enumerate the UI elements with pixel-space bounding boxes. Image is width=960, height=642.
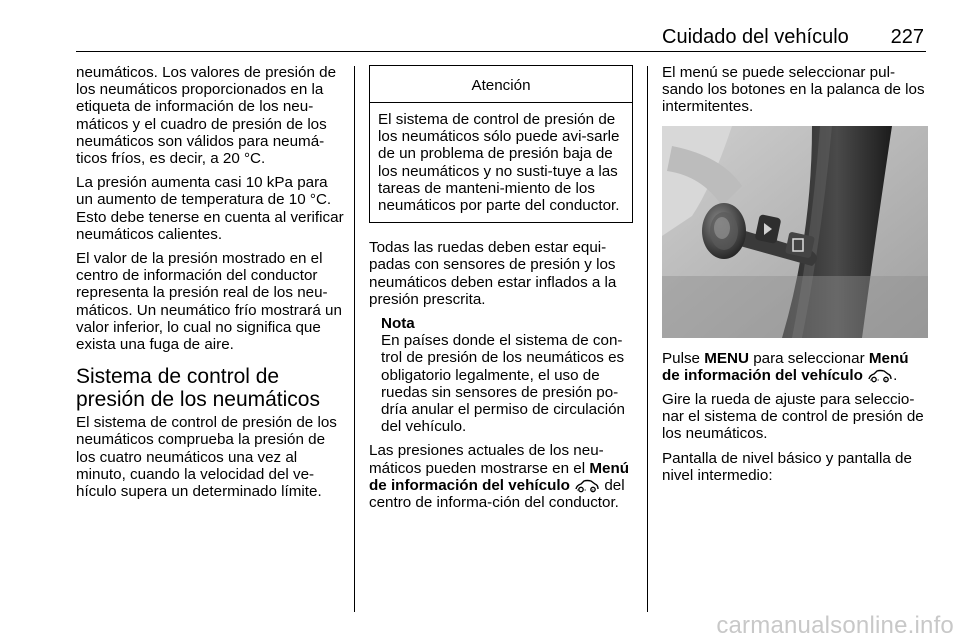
page-number: 227	[890, 26, 924, 48]
paragraph: El valor de la presión mostrado en el centro de información del conductor representa la presión real de los neu-máticos. Un neumático frío mostrará un valor inferior, lo cual no significa que exista una fuga de aire.	[76, 250, 342, 354]
note-title: Nota	[381, 315, 415, 333]
vehicle-icon	[867, 369, 893, 383]
paragraph	[369, 442, 635, 511]
note-block	[381, 315, 635, 435]
paragraph: Todas las ruedas deben estar equi-padas con sensores de presión y los neumáticos deben estar inflados a la presión prescrita.	[369, 239, 617, 308]
column-divider-1	[354, 66, 355, 612]
menu-reference: Menú de información del vehículo	[662, 349, 909, 384]
column-2	[369, 64, 635, 518]
section-heading: Sistema de control de presión de los neumáticos	[76, 365, 320, 412]
paragraph: El sistema de control de presión de los neumáticos comprueba la presión de los cuatro neumáticos una vez al minuto, cuando la velocidad del ve-hículo supera un determinado límite.	[76, 414, 337, 501]
warning-title: Atención	[370, 66, 632, 103]
paragraph: La presión aumenta casi 10 kPa para un aumento de temperatura de 10 °C. Esto debe tenerse en cuenta al verificar neumáticos calientes.	[76, 174, 344, 243]
text-run: Pulse	[662, 349, 700, 367]
warning-box	[369, 65, 633, 223]
paragraph: El menú se puede seleccionar pul-sando los botones en la palanca de los intermitentes.	[662, 64, 925, 116]
text-run: para seleccionar	[753, 349, 865, 367]
column-3	[662, 64, 928, 491]
warning-text: El sistema de control de presión de los neumáticos sólo puede avi-sarle de un problema de presión baja de los neumáticos y no susti-tuye a las tareas de manteni-miento de los neumáticos por parte del conductor.	[378, 111, 620, 215]
menu-reference: Menú de información del vehículo	[369, 459, 630, 494]
paragraph: Pulse MENU para seleccionar Menú de información del vehículo .	[662, 349, 909, 384]
paragraph: Pantalla de nivel básico y pantalla de nivel intermedio:	[662, 449, 912, 484]
text-run: del centro de informa-ción del conductor.	[369, 476, 625, 512]
turn-signal-lever-photo	[662, 126, 928, 338]
vehicle-icon	[574, 479, 600, 493]
page-header	[662, 26, 926, 52]
paragraph: neumáticos. Los valores de presión de los neumáticos proporcionados en la etiqueta de información de los neu-máticos y el cuadro de presión de los neumáticos son válidos para neumá-ticos fríos, es decir, a 20 °C.	[76, 64, 337, 168]
warning-body	[370, 103, 632, 222]
chapter-title: Cuidado del vehículo	[662, 26, 849, 48]
column-divider-2	[647, 66, 648, 612]
text-run: Las presiones actuales de los neu-máticos pueden mostrarse en el	[369, 442, 604, 477]
watermark: carmanualsonline.info	[716, 612, 954, 639]
header-rule	[76, 51, 926, 52]
menu-button-reference: MENU	[704, 349, 749, 367]
paragraph: Gire la rueda de ajuste para seleccio-nar el sistema de control de presión de los neumáticos.	[662, 391, 924, 443]
note-text: En países donde el sistema de con-trol de presión de los neumáticos es obligatorio legalmente, el uso de ruedas sin sensores de presión po-dría anular el permiso de circulación del vehículo.	[381, 332, 625, 436]
column-1	[76, 64, 344, 507]
